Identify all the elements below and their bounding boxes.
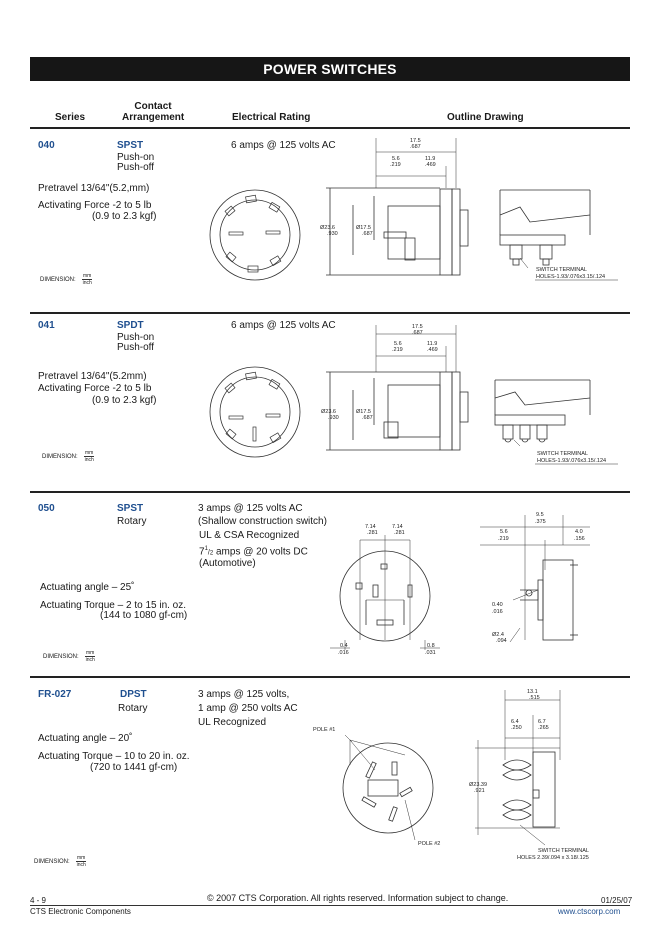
pole2-label: POLE #2 <box>418 841 441 847</box>
dimension-inch: inch <box>76 862 86 868</box>
dimension-mm: mm <box>77 855 86 861</box>
copyright: © 2007 CTS Corporation. All rights reserved. Information subject to change. <box>207 893 509 903</box>
dim-a-mm: 6.4 <box>511 719 519 725</box>
dim-dia-mm: Ø23.39 <box>469 782 488 788</box>
dim-b-in: .265 <box>538 725 549 731</box>
dim-dia-in: .921 <box>474 788 485 794</box>
dimension-inch: inch <box>84 457 94 463</box>
spec-line: (144 to 1080 gf-cm) <box>100 610 188 621</box>
dim-c1-in: .281 <box>367 530 378 536</box>
contact-line: Push-off <box>117 162 155 173</box>
dimension-inch: inch <box>82 280 92 286</box>
spec-line: Pretravel 13/64"(5.2mm) <box>38 371 147 382</box>
dimension-label: DIMENSION: <box>40 277 76 283</box>
dimension-mm: mm <box>86 650 95 656</box>
terminal-holes: HOLES 2.39/.094 x 3.18/.125 <box>517 855 589 861</box>
dimension-label: DIMENSION: <box>42 454 78 460</box>
dimension-mm: mm <box>83 273 92 279</box>
header-electrical: Electrical Rating <box>232 112 311 123</box>
dim-dia1-mm: Ø23.6 <box>321 409 336 415</box>
dim-c-mm: 0.40 <box>492 602 503 608</box>
dimension-mm: mm <box>85 450 94 456</box>
fraction-whole: 7 <box>199 546 205 558</box>
dim-dia1-in: .930 <box>328 415 339 421</box>
company-url[interactable]: www.ctscorp.com <box>558 907 621 916</box>
series-050: 050 <box>38 503 55 514</box>
dim-b-mm: 11.9 <box>425 156 436 162</box>
terminal-holes: HOLES-1.93/.076x3.15/.124 <box>536 274 606 280</box>
dim-c2-in: .281 <box>394 530 405 536</box>
spec-line: Actuating angle – 20˚ <box>38 733 133 744</box>
dim-b-mm: 6.7 <box>538 719 546 725</box>
dim-total-mm: 13.1 <box>527 689 538 695</box>
dim-br-mm: 0.8 <box>427 643 435 649</box>
contact-fr-027: DPST <box>120 689 147 700</box>
contact-line: Rotary <box>118 703 148 714</box>
fraction-num: 1 <box>204 546 208 552</box>
dim-b-mm: 4.0 <box>575 529 583 535</box>
dim-d-in: .094 <box>496 638 507 644</box>
page-title: POWER SWITCHES <box>30 57 630 81</box>
spec-line: (0.9 to 2.3 kgf) <box>92 211 157 222</box>
dimension-inch: inch <box>85 657 95 663</box>
dim-a-in: .219 <box>390 162 401 168</box>
dim-c2-mm: 7.14 <box>392 524 403 530</box>
terminal-label: SWITCH TERMINAL <box>536 267 587 273</box>
fraction-den: 2 <box>209 550 214 557</box>
contact-line: Rotary <box>117 516 147 527</box>
dimension-label: DIMENSION: <box>34 859 70 865</box>
dim-total-in: .687 <box>412 330 423 336</box>
dim-dia2-in: .687 <box>362 231 373 237</box>
dim-dia2-mm: Ø17.5 <box>356 225 371 231</box>
spec-line: Actuating Torque – 2 to 15 in. oz. <box>40 600 187 611</box>
dim-dia1-in: .930 <box>327 231 338 237</box>
dim-c1-mm: 7.14 <box>365 524 376 530</box>
terminal-label: SWITCH TERMINAL <box>538 848 589 854</box>
dim-b-in: .156 <box>574 536 585 542</box>
dim-a-in: .219 <box>392 347 403 353</box>
electrical-rating-line: UL Recognized <box>198 717 267 728</box>
series-040: 040 <box>38 140 55 151</box>
dim-a-in: .219 <box>498 536 509 542</box>
spec-line: Pretravel 13/64"(5.2,mm) <box>38 183 150 194</box>
header-contact-line1: Contact <box>134 101 172 112</box>
electrical-rating-fraction-line: $7^1/2$ amps @ 20 volts DC <box>199 546 308 558</box>
spec-line: Activating Force -2 to 5 lb <box>38 383 152 394</box>
electrical-rating-line: 1 amp @ 250 volts AC <box>198 703 298 714</box>
dim-a-mm: 5.6 <box>394 341 402 347</box>
dim-dia2-mm: Ø17.5 <box>356 409 371 415</box>
spec-line: (0.9 to 2.3 kgf) <box>92 395 157 406</box>
terminal-label: SWITCH TERMINAL <box>537 451 588 457</box>
contact-040: SPST <box>117 140 144 151</box>
dim-total-in: .687 <box>410 144 421 150</box>
electrical-rating-line: UL & CSA Recognized <box>199 530 300 541</box>
header-series: Series <box>55 112 86 123</box>
dim-c-in: .016 <box>492 609 503 615</box>
series-fr-027: FR-027 <box>38 689 72 700</box>
dim-d-mm: Ø2.4 <box>492 632 504 638</box>
contact-line: Push-on <box>117 332 155 343</box>
electrical-rating-line: 3 amps @ 125 volts, <box>198 689 290 700</box>
dim-dia2-in: .687 <box>362 415 373 421</box>
dim-total-mm: 17.5 <box>412 324 423 330</box>
dim-b-in: .469 <box>427 347 438 353</box>
electrical-rating: 6 amps @ 125 volts AC <box>231 320 336 331</box>
dim-bl-in: .016 <box>338 650 349 656</box>
footer-date: 01/25/07 <box>601 896 633 905</box>
company-name: CTS Electronic Components <box>30 907 131 916</box>
spec-line: Activating Force -2 to 5 lb <box>38 200 152 211</box>
dim-a-mm: 5.6 <box>392 156 400 162</box>
dim-br-in: .031 <box>425 650 436 656</box>
contact-line: Push-on <box>117 152 155 163</box>
page-number: 4 - 9 <box>30 896 47 905</box>
dim-a-mm: 5.6 <box>500 529 508 535</box>
electrical-rating: 6 amps @ 125 volts AC <box>231 140 336 151</box>
series-041: 041 <box>38 320 55 331</box>
pole1-label: POLE #1 <box>313 727 336 733</box>
dim-b-mm: 11.9 <box>427 341 438 347</box>
dim-total-in: .515 <box>529 695 540 701</box>
dim-a-in: .250 <box>511 725 522 731</box>
contact-line: Push-off <box>117 342 155 353</box>
dim-total-in: .375 <box>535 519 546 525</box>
header-outline: Outline Drawing <box>447 112 524 123</box>
contact-041: SPDT <box>117 320 144 331</box>
header-contact-line2: Arrangement <box>122 112 185 123</box>
footer-divider <box>30 905 630 906</box>
electrical-rating-line: (Automotive) <box>199 558 256 569</box>
spec-line: (720 to 1441 gf-cm) <box>90 762 178 773</box>
terminal-holes: HOLES-1.93/.076x3.15/.124 <box>537 458 607 464</box>
dim-total-mm: 9.5 <box>536 512 544 518</box>
dim-bl-mm: 0.4 <box>340 643 348 649</box>
dimension-label: DIMENSION: <box>43 654 79 660</box>
dim-total-mm: 17.5 <box>410 138 421 144</box>
contact-050: SPST <box>117 503 144 514</box>
electrical-rating-line: (Shallow construction switch) <box>198 516 327 527</box>
dim-b-in: .469 <box>425 162 436 168</box>
dim-dia1-mm: Ø23.6 <box>320 225 335 231</box>
fraction-rest: amps @ 20 volts DC <box>215 546 308 558</box>
spec-line: Actuating angle – 25˚ <box>40 582 135 593</box>
electrical-rating-line: 3 amps @ 125 volts AC <box>198 503 303 514</box>
spec-line: Actuating Torque – 10 to 20 in. oz. <box>38 751 190 762</box>
